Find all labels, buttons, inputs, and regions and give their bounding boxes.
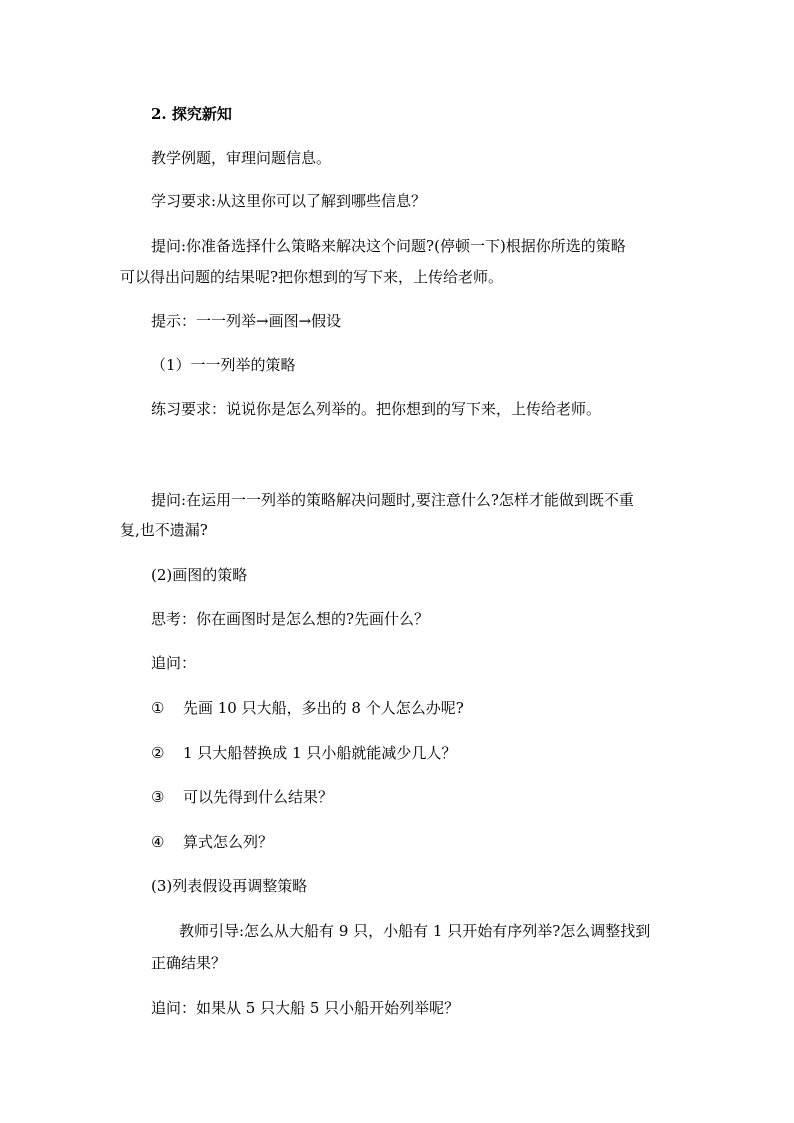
paragraph-think: 思考：你在画图时是怎么想的?先画什么？	[151, 610, 430, 628]
list-item-text: 1 只大船替换成 1 只小船就能减少几人？	[183, 744, 457, 762]
list-item-number: ④	[151, 833, 165, 851]
heading-drawing-strategy: (2)画图的策略	[151, 566, 248, 584]
list-item-number: ①	[151, 699, 165, 717]
paragraph-question-line2: 可以得出问题的结果呢?把你想到的写下来，上传给老师。	[120, 268, 504, 286]
paragraph-learning-requirement: 学习要求:从这里你可以了解到哪些信息？	[151, 192, 427, 210]
paragraph-question2-line2: 复,也不遗漏?	[120, 521, 208, 539]
paragraph-teach-example: 教学例题，审理问题信息。	[151, 149, 332, 167]
list-item-number: ②	[151, 744, 165, 762]
list-item-text: 可以先得到什么结果？	[183, 788, 334, 806]
list-item-text: 先画 10 只大船，多出的 8 个人怎么办呢?	[183, 699, 464, 717]
section-title: 2. 探究新知	[151, 105, 232, 123]
paragraph-teacher-guide-line1: 教师引导:怎么从大船有 9 只，小船有 1 只开始有序列举?怎么调整找到	[179, 922, 651, 940]
list-item-number: ③	[151, 788, 165, 806]
heading-table-strategy: (3)列表假设再调整策略	[151, 877, 308, 895]
paragraph-follow-up-2: 追问：如果从 5 只大船 5 只小船开始列举呢？	[151, 999, 460, 1017]
paragraph-follow-up: 追问：	[151, 654, 197, 672]
paragraph-practice-requirement: 练习要求：说说你是怎么列举的。把你想到的写下来，上传给老师。	[151, 400, 602, 418]
paragraph-hint: 提示：一一列举→画图→假设	[151, 312, 342, 330]
paragraph-question-line1: 提问:你准备选择什么策略来解决这个问题?(停顿一下)根据你所选的策略	[151, 237, 626, 255]
list-item-text: 算式怎么列？	[183, 833, 274, 851]
paragraph-question2-line1: 提问:在运用一一列举的策略解决问题时,要注意什么?怎样才能做到既不重	[151, 491, 634, 509]
heading-enumeration-strategy: （1）一一列举的策略	[151, 356, 296, 374]
paragraph-teacher-guide-line2: 正确结果？	[151, 954, 227, 972]
